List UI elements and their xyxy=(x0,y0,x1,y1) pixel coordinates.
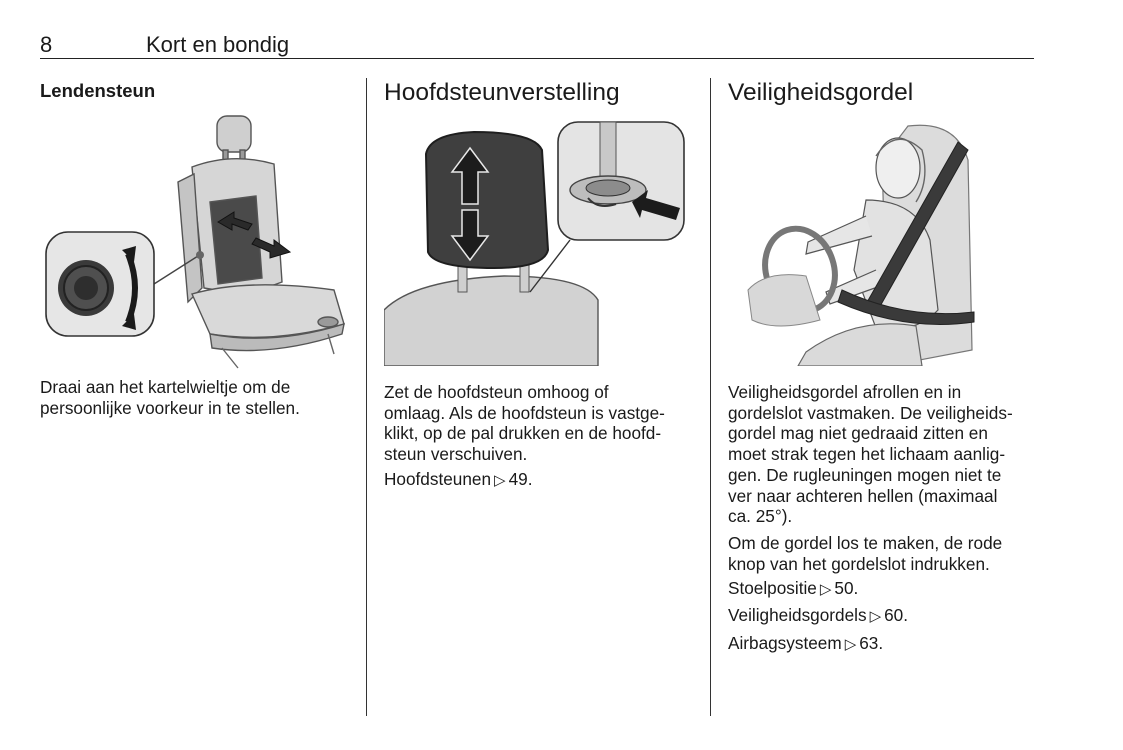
lumbar-support-illustration xyxy=(42,112,352,370)
headrest-illustration xyxy=(384,120,686,366)
headrest-instruction-text: Zet de hoofdsteun omhoog of omlaag. Als de hoofdsteun is vastge- klikt, op de pal drukken en de hoofd- steun verschuiven. xyxy=(384,382,665,465)
reference-label: Stoelpositie xyxy=(728,578,817,598)
column-divider-1 xyxy=(366,78,367,716)
reference-airbagsysteem[interactable] xyxy=(728,633,883,656)
headrest-cushion xyxy=(426,132,548,268)
reference-page: 50. xyxy=(834,578,859,598)
reference-page: 63. xyxy=(859,633,884,653)
section-heading: Veiligheidsgordel xyxy=(728,79,914,106)
page-reference-arrow-icon: ▷ xyxy=(844,636,857,653)
reference-page: 60. xyxy=(884,605,909,625)
seatbelt-release-text: Om de gordel los te maken, de rode knop van het gordelslot indrukken. xyxy=(728,533,1003,574)
release-button-callout xyxy=(558,122,684,240)
reference-hoofdsteunen[interactable] xyxy=(384,469,532,492)
reference-label: Airbagsysteem xyxy=(728,633,842,653)
page-reference-arrow-icon: ▷ xyxy=(869,608,882,625)
page-reference-arrow-icon: ▷ xyxy=(494,472,506,489)
section-heading: Hoofdsteunverstelling xyxy=(384,79,620,106)
header-rule xyxy=(40,58,1034,59)
seatbelt-fastening-text: Veiligheidsgordel afrollen en in gordelslot vastmaken. De veiligheids- gordel mag niet gedraaid zitten en moet strak tegen het lichaam aanlig- gen. De rugleuningen mogen niet te ver naar achteren hellen (maximaal ca. 25°). xyxy=(728,382,1013,527)
knob-callout xyxy=(46,232,154,336)
reference-stoelpositie[interactable] xyxy=(728,578,858,601)
page-header xyxy=(40,30,1032,58)
section-subheading: Lendensteun xyxy=(40,80,156,101)
knob-marker xyxy=(196,251,204,259)
reference-label: Veiligheidsgordels xyxy=(728,605,867,625)
column-divider-2 xyxy=(710,78,711,716)
page-number: 8 xyxy=(40,32,53,57)
lumbar-instruction-text: Draai aan het kartelwieltje om de persoonlijke voorkeur in te stellen. xyxy=(40,377,300,418)
reference-page: 49. xyxy=(508,469,533,489)
page-reference-arrow-icon: ▷ xyxy=(819,581,832,598)
reference-label: Hoofdsteunen xyxy=(384,469,492,489)
reference-veiligheidsgordels[interactable] xyxy=(728,605,908,628)
seatbelt-illustration xyxy=(746,120,976,366)
person-legs xyxy=(798,324,922,366)
chapter-title: Kort en bondig xyxy=(146,32,290,57)
seat-back xyxy=(384,276,598,366)
